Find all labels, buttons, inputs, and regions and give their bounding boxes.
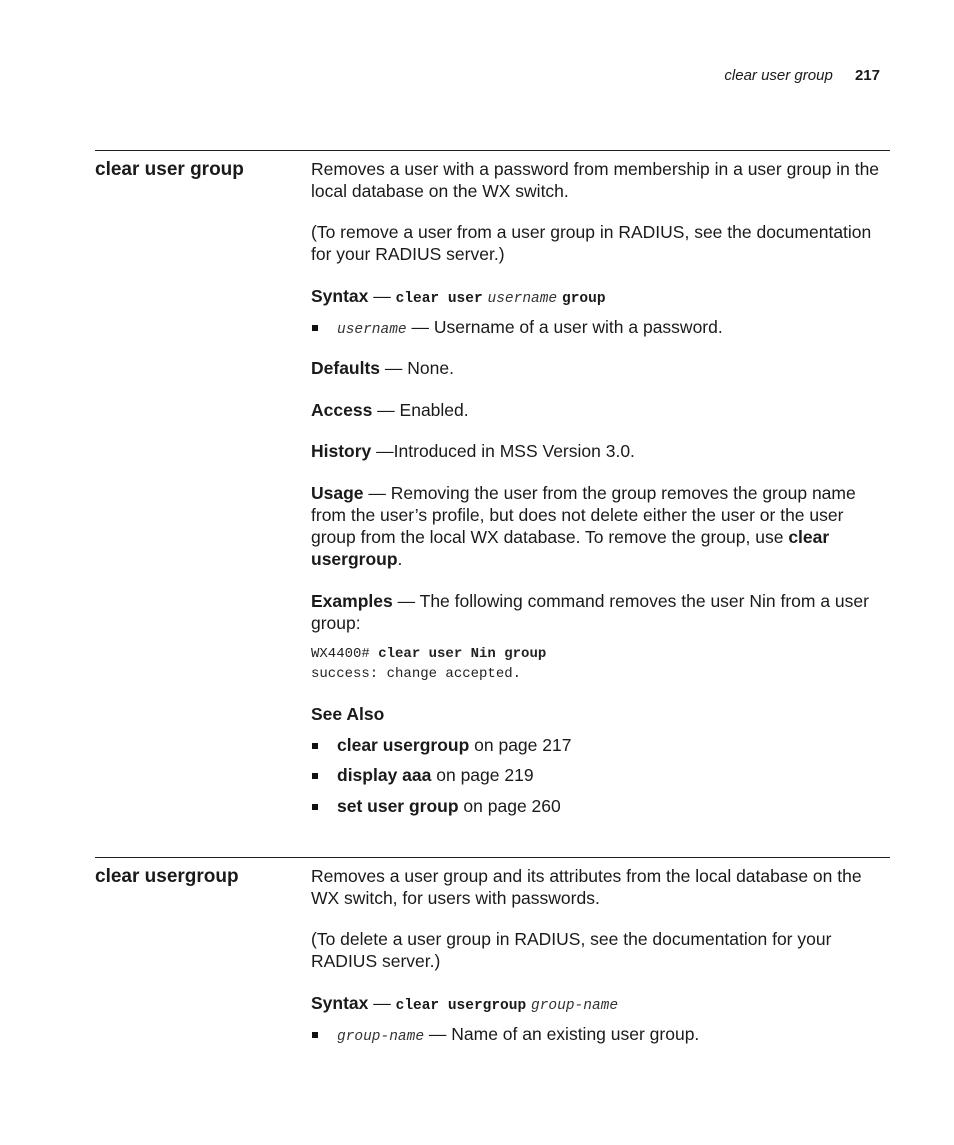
usage-end: .	[397, 549, 403, 569]
syntax-line	[311, 285, 893, 310]
running-header	[724, 66, 880, 86]
description: Removes a user group and its attributes from the local database on the WX switch, for users with passwords.	[311, 866, 862, 908]
code-command: clear user Nin group	[378, 646, 547, 662]
defaults-line	[311, 357, 893, 379]
see-also-page-ref: on page 217	[469, 735, 572, 755]
see-also-page-ref: on page 219	[431, 765, 534, 785]
parameter-name: username	[337, 322, 407, 338]
section-title: clear usergroup	[95, 866, 239, 887]
code-prompt: WX4400#	[311, 646, 370, 662]
see-also-page-ref: on page 260	[458, 796, 561, 816]
access-label: Access	[311, 400, 373, 420]
section-title: clear user group	[95, 159, 244, 180]
history-label: History	[311, 441, 372, 461]
parameter-name: group-name	[337, 1029, 425, 1045]
defaults-label: Defaults	[311, 358, 381, 378]
parameter-description: — Name of an existing user group.	[424, 1024, 700, 1044]
usage-paragraph	[311, 482, 893, 570]
code-output: success: change accepted.	[311, 666, 522, 682]
syntax-line	[311, 992, 893, 1017]
see-also-command: display aaa	[337, 765, 432, 785]
access-line	[311, 399, 893, 421]
history-line	[311, 440, 893, 462]
history-text: —Introduced in MSS Version 3.0.	[371, 441, 635, 461]
usage-label: Usage	[311, 483, 364, 503]
section-divider	[95, 857, 890, 858]
syntax-dash: —	[368, 993, 396, 1013]
bullet-icon	[312, 1032, 318, 1038]
description: Removes a user with a password from membership in a user group in the local database on the WX switch.	[311, 159, 880, 201]
bullet-icon	[312, 743, 318, 749]
radius-note: (To remove a user from a user group in RADIUS, see the documentation for your RADIUS server.)	[311, 222, 872, 264]
syntax-label: Syntax	[311, 286, 369, 306]
syntax-command: clear user	[395, 291, 483, 307]
radius-note: (To delete a user group in RADIUS, see the documentation for your RADIUS server.)	[311, 929, 832, 971]
page-number: 217	[854, 67, 880, 84]
usage-text: — Removing the user from the group removes the group name from the user’s profile, but does not delete either the user or the user group from the local WX database. To remove the group, use	[311, 483, 856, 547]
defaults-text: — None.	[380, 358, 454, 378]
code-example	[311, 644, 893, 684]
access-text: — Enabled.	[372, 400, 469, 420]
code-command-line	[311, 644, 893, 664]
bullet-icon	[312, 773, 318, 779]
bullet-icon	[312, 804, 318, 810]
parameter-description: — Username of a user with a password.	[406, 317, 723, 337]
section-divider	[95, 150, 890, 151]
running-header-title: clear user group	[724, 67, 833, 84]
examples-label: Examples	[311, 591, 393, 611]
examples-paragraph	[311, 590, 893, 634]
syntax-argument: username	[487, 291, 558, 307]
bullet-icon	[312, 325, 318, 331]
see-also-command: set user group	[337, 796, 459, 816]
examples-text: — The following command removes the user Nin from a user group:	[311, 591, 869, 633]
syntax-label: Syntax	[311, 993, 369, 1013]
see-also-heading: See Also	[311, 704, 385, 724]
syntax-argument: group-name	[531, 998, 619, 1014]
see-also-command: clear usergroup	[337, 735, 470, 755]
syntax-command-keyword: group	[562, 291, 606, 307]
syntax-command: clear usergroup	[395, 998, 527, 1014]
usage-command: clear usergroup	[311, 527, 830, 569]
syntax-dash: —	[368, 286, 396, 306]
